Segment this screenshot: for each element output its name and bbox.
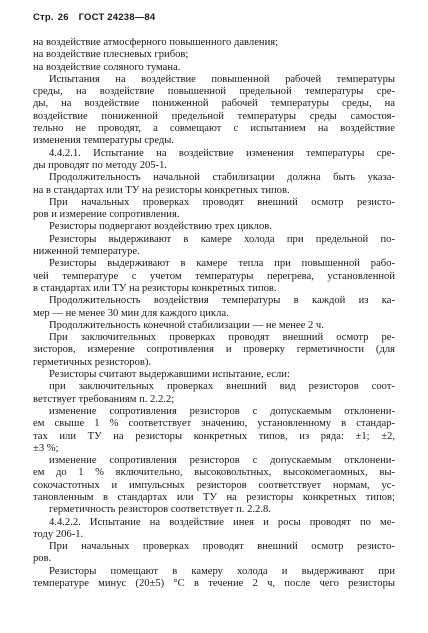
text-line: на в стандартах или ТУ на резисторы конкретных типов.: [33, 184, 290, 196]
text-line: Продолжительность конечной стабилизации — не менее 2 ч.: [49, 319, 324, 331]
text-line: При начальных проверках проводят внешний осмотр резисто-: [49, 541, 395, 553]
text-line: изменения температуры среды.: [33, 135, 175, 147]
text-line: ды проводят по методу 205-1.: [33, 159, 168, 171]
text-line: Резисторы подвергают воздействию трех циклов.: [49, 221, 272, 233]
document-body: [33, 37, 395, 590]
text-line: ров и измерение сопротивления.: [33, 209, 180, 221]
text-line: Продолжительность воздействия температуры в каждой из ка-: [49, 295, 395, 307]
page-number: 26: [57, 12, 69, 23]
page-prefix: Стр.: [33, 12, 54, 23]
text-line: тах или ТУ на резисторы конкретных типов, из ряда: ±1; ±2,: [33, 430, 395, 442]
text-line: 4.4.2.2. Испытание на воздействие инея и росы проводят по ме-: [49, 516, 395, 528]
text-line: Продолжительность начальной стабилизации должна быть указа-: [49, 172, 395, 184]
text-line: изменение сопротивления резисторов с допускаемым отклонени-: [49, 405, 395, 417]
text-line: ды, на воздействие пониженной рабочей температуры среды, на: [33, 98, 395, 110]
text-line: на воздействие плесневых грибов;: [33, 49, 189, 61]
text-line: чей температуре с учетом температуры перегрева, установленной: [33, 270, 395, 282]
text-line: тановленным в стандартах или ТУ на резисторы конкретных типов;: [33, 491, 395, 503]
text-line: ем свыше 1 % соответствует значению, установленному в стандар-: [33, 418, 395, 430]
text-line: мер — не менее 30 мин для каждого цикла.: [33, 307, 229, 319]
text-line: ниженной температуре.: [33, 246, 140, 258]
text-line: Испытания на воздействие повышенной рабочей температуры: [49, 73, 395, 85]
text-line: на воздействие атмосферного повышенного давления;: [33, 37, 279, 48]
text-line: При заключительных проверках проводят внешний осмотр ре-: [49, 332, 395, 344]
text-line: среды, на воздействие повышенной предельной температуры сре-: [33, 86, 395, 98]
text-line: герметичных резисторов).: [33, 356, 152, 368]
text-line: тоду 206-1.: [33, 528, 84, 540]
text-line: При начальных проверках проводят внешний осмотр резисто-: [49, 196, 395, 208]
text-line: герметичность резисторов соответствует п. 2.2.8.: [49, 504, 271, 516]
text-line: тельно не проводят, а совмещают с испытанием на воздействие: [33, 123, 395, 135]
text-line: ветствует требованиям п. 2.2.2;: [33, 393, 175, 405]
text-line: ±3 %;: [33, 442, 59, 454]
text-line: ров.: [33, 553, 52, 565]
text-line: 4.4.2.1. Испытание на воздействие изменения температуры сре-: [49, 147, 395, 159]
text-line: ем до 1 % включительно, высоковольтных, высокомегаомных, вы-: [33, 467, 395, 479]
text-line: сокочастотных и импульсных резисторов соответствует нормам, ус-: [33, 479, 395, 491]
text-line: Резисторы считают выдержавшими испытание, если:: [49, 369, 290, 381]
text-line: изменение сопротивления резисторов с допускаемым отклонени-: [49, 455, 395, 467]
text-line: воздействие пониженной предельной температуры среды самостоя-: [33, 110, 395, 122]
text-line: в стандартах или ТУ на резисторы конкретных типов.: [33, 282, 277, 294]
standard-code: ГОСТ 24238—84: [78, 12, 156, 23]
text-line: при заключительных проверках внешний вид резисторов соот-: [49, 381, 395, 393]
text-line: Резисторы помещают в камеру холода и выдерживают при: [49, 565, 395, 577]
text-line: температуре минус (20±5) °С в течение 2 ч, после чего резисторы: [33, 578, 395, 590]
text-line: зисторов, измерение сопротивления и проверку герметичности (для: [33, 344, 395, 356]
text-line: на воздействие соляного тумана.: [33, 61, 181, 73]
text-line: Резисторы выдерживают в камере тепла при повышенной рабо-: [49, 258, 395, 270]
text-line: Резисторы выдерживают в камере холода при предельной по-: [49, 233, 395, 245]
page-header: [33, 12, 159, 23]
